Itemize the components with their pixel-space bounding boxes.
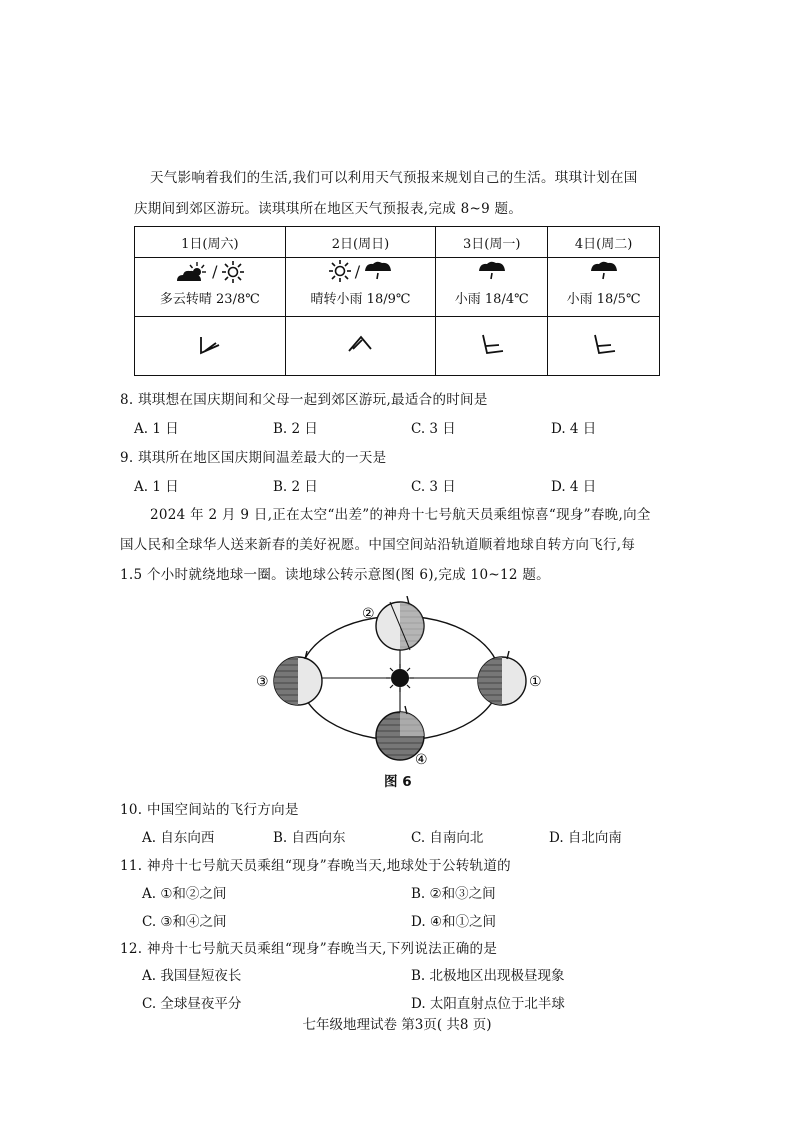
q11-option-c[interactable]: C. ③和④之间 bbox=[142, 914, 227, 930]
q11-stem: 11. 神舟十七号航天员乘组“现身”春晚当天,地球处于公转轨道的 bbox=[120, 858, 511, 874]
earth-position-1 bbox=[478, 651, 526, 705]
day-4-wind bbox=[548, 317, 660, 376]
q8-option-d[interactable]: D. 4 日 bbox=[551, 421, 597, 437]
wind-barb-icon bbox=[477, 331, 507, 357]
day-3-icons bbox=[436, 258, 548, 289]
q12-stem: 12. 神舟十七号航天员乘组“现身”春晚当天,下列说法正确的是 bbox=[120, 941, 498, 957]
q10-option-c[interactable]: C. 自南向北 bbox=[411, 830, 484, 846]
figure-caption: 图 6 bbox=[384, 774, 412, 790]
light-rain-icon bbox=[477, 260, 507, 282]
q8-option-b[interactable]: B. 2 日 bbox=[273, 421, 318, 437]
day-4-weather: 小雨 18/5℃ bbox=[548, 288, 660, 317]
passage-line-1: 2024 年 2 月 9 日,正在太空“出差”的神舟十七号航天员乘组惊喜“现身”春晚,向全 bbox=[150, 507, 651, 523]
day-2-wind bbox=[285, 317, 436, 376]
weather-separator: / bbox=[212, 262, 218, 281]
q9-option-b[interactable]: B. 2 日 bbox=[273, 479, 318, 495]
partly-cloudy-icon bbox=[175, 261, 209, 283]
q10-option-d[interactable]: D. 自北向南 bbox=[549, 830, 622, 846]
q11-option-a[interactable]: A. ①和②之间 bbox=[142, 886, 227, 902]
q12-option-d[interactable]: D. 太阳直射点位于北半球 bbox=[411, 996, 565, 1012]
q12-option-b[interactable]: B. 北极地区出现极昼现象 bbox=[411, 968, 565, 984]
light-rain-icon bbox=[589, 260, 619, 282]
passage-line-3: 1.5 个小时就绕地球一圈。读地球公转示意图(图 6),完成 10~12 题。 bbox=[120, 567, 550, 583]
q10-option-b[interactable]: B. 自西向东 bbox=[273, 830, 346, 846]
day-1-weather: 多云转晴 23/8℃ bbox=[135, 288, 286, 317]
q10-stem: 10. 中国空间站的飞行方向是 bbox=[120, 802, 299, 818]
weather-separator: / bbox=[354, 261, 361, 281]
intro-line-2: 庆期间到郊区游玩。读琪琪所在地区天气预报表,完成 8~9 题。 bbox=[134, 201, 523, 217]
day-4-date: 4日(周二) bbox=[548, 227, 660, 258]
day-1-icons bbox=[135, 258, 286, 289]
sun-icon bbox=[328, 259, 352, 283]
page-footer: 七年级地理试卷 第3页( 共8 页) bbox=[302, 1017, 492, 1033]
day-2-date: 2日(周日) bbox=[285, 227, 436, 258]
wind-barb-icon bbox=[195, 331, 225, 357]
q12-option-c[interactable]: C. 全球昼夜平分 bbox=[142, 996, 242, 1012]
weather-forecast-table bbox=[134, 226, 660, 376]
day-2-icons bbox=[285, 258, 436, 289]
earth-position-2 bbox=[376, 596, 424, 650]
day-3-wind bbox=[436, 317, 548, 376]
day-1-wind bbox=[135, 317, 286, 376]
label-2: ② bbox=[362, 606, 375, 622]
label-1: ① bbox=[529, 674, 542, 690]
wind-barb-icon bbox=[345, 331, 375, 357]
day-4-icons bbox=[548, 258, 660, 289]
passage-line-2: 国人民和全球华人送来新春的美好祝愿。中国空间站沿轨道顺着地球自转方向飞行,每 bbox=[120, 537, 636, 553]
q11-option-b[interactable]: B. ②和③之间 bbox=[411, 886, 496, 902]
day-1-date: 1日(周六) bbox=[135, 227, 286, 258]
q8-option-a[interactable]: A. 1 日 bbox=[134, 421, 179, 437]
q8-option-c[interactable]: C. 3 日 bbox=[411, 421, 456, 437]
q10-option-a[interactable]: A. 自东向西 bbox=[142, 830, 215, 846]
q12-option-a[interactable]: A. 我国昼短夜长 bbox=[142, 968, 242, 984]
q9-stem: 9. 琪琪所在地区国庆期间温差最大的一天是 bbox=[120, 450, 387, 466]
day-3-weather: 小雨 18/4℃ bbox=[436, 288, 548, 317]
q11-option-d[interactable]: D. ④和①之间 bbox=[411, 914, 497, 930]
earth-revolution-diagram bbox=[255, 596, 545, 766]
wind-barb-icon bbox=[589, 331, 619, 357]
label-4: ④ bbox=[415, 752, 428, 766]
label-3: ③ bbox=[256, 674, 269, 690]
q9-option-c[interactable]: C. 3 日 bbox=[411, 479, 456, 495]
earth-position-3 bbox=[274, 651, 322, 705]
q9-option-d[interactable]: D. 4 日 bbox=[551, 479, 597, 495]
sun-icon bbox=[221, 260, 245, 284]
light-rain-icon bbox=[363, 260, 393, 282]
day-3-date: 3日(周一) bbox=[436, 227, 548, 258]
intro-line-1: 天气影响着我们的生活,我们可以利用天气预报来规划自己的生活。琪琪计划在国 bbox=[150, 170, 638, 186]
day-2-weather: 晴转小雨 18/9℃ bbox=[285, 288, 436, 317]
q8-stem: 8. 琪琪想在国庆期间和父母一起到郊区游玩,最适合的时间是 bbox=[120, 392, 488, 408]
q9-option-a[interactable]: A. 1 日 bbox=[134, 479, 179, 495]
